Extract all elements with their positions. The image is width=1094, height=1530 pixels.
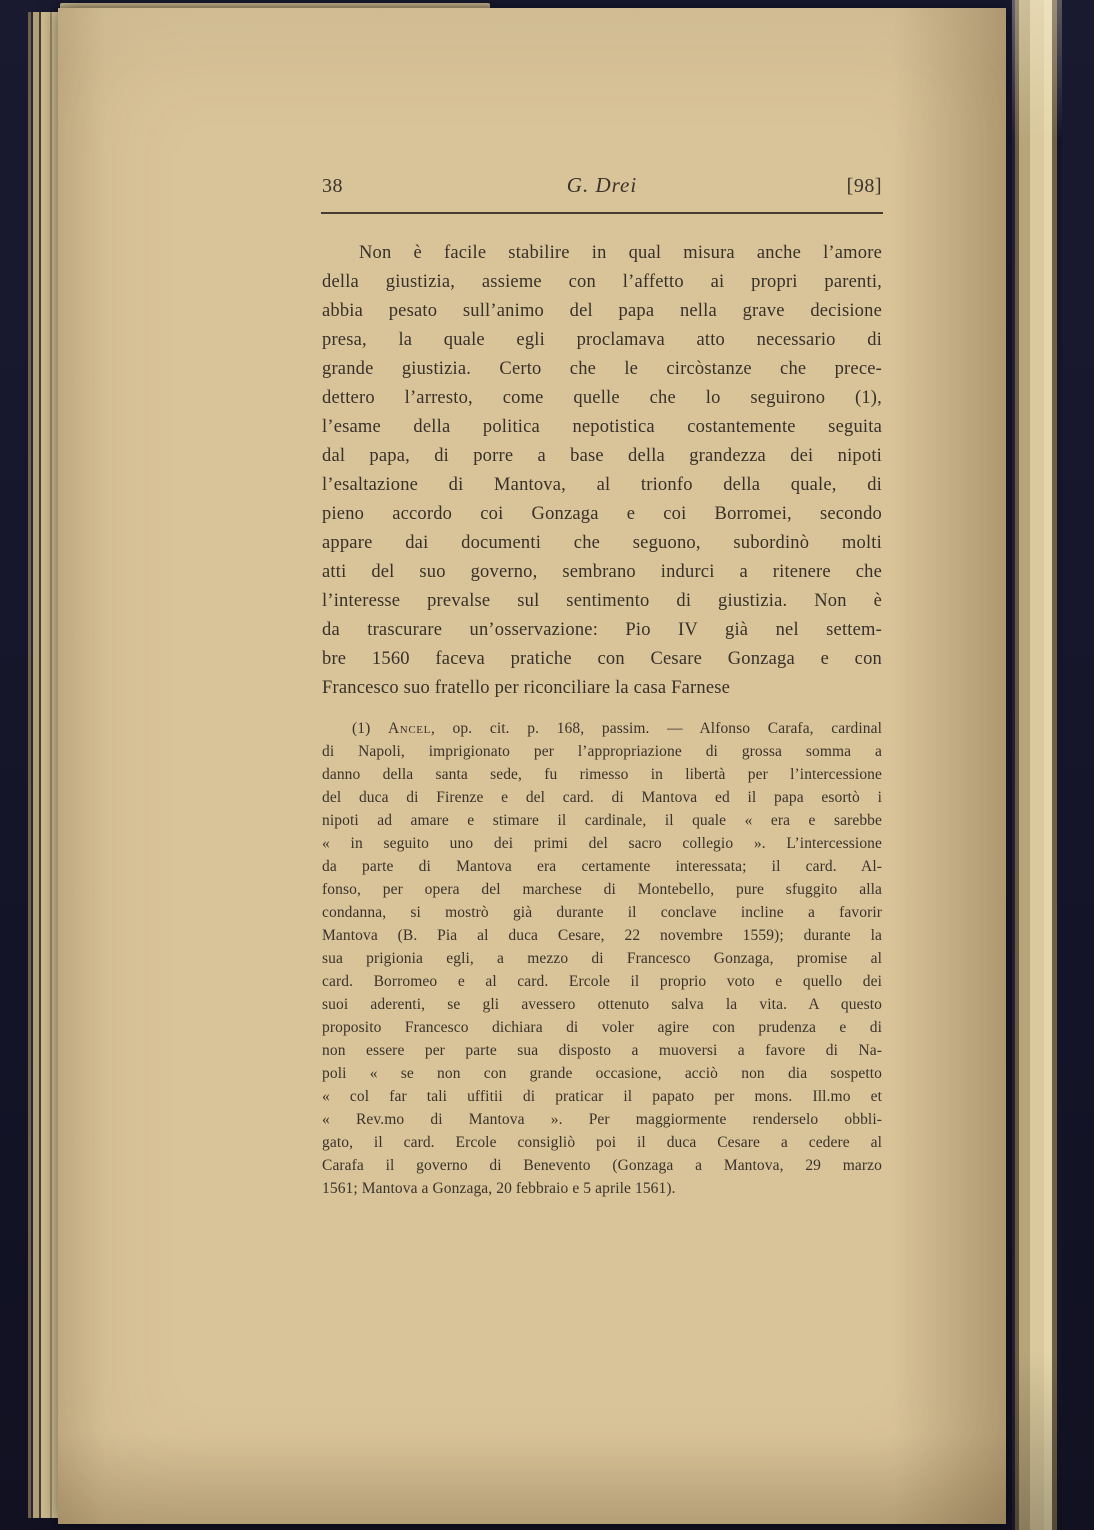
footnote-text-line: danno della santa sede, fu rimesso in libertà per l’intercessione [322, 766, 882, 783]
footnote-text-line: gato, il card. Ercole consigliò poi il duca Cesare a cedere al [322, 1134, 882, 1151]
footnote-author: Ancel [388, 720, 431, 737]
footnote-text-line: « in seguito uno dei primi del sacro collegio ». L’intercessione [322, 835, 882, 852]
book-page [58, 8, 1006, 1524]
body-text-line: da trascurare un’osservazione: Pio IV già nel settem- [322, 620, 882, 640]
running-title: G. Drei [566, 173, 638, 197]
footnote [322, 717, 882, 1200]
page-stack-left-edge [26, 12, 60, 1518]
footnote-text-line: da parte di Mantova era certamente interessata; il card. Al- [322, 858, 882, 875]
column-number: [98] [846, 175, 882, 197]
footnote-text-line: di Napoli, imprigionato per l’appropriazione di grossa somma a [322, 743, 882, 760]
body-text-line: abbia pesato sull’animo del papa nella grave decisione [322, 301, 882, 321]
footnote-text-line: sua prigionia egli, a mezzo di Francesco Gonzaga, promise al [322, 950, 882, 967]
footnote-text-line: poli « se non con grande occasione, acciò non dia sospetto [322, 1065, 882, 1082]
body-text-line: della giustizia, assieme con l’affetto ai propri parenti, [322, 272, 882, 292]
page-header [322, 173, 882, 198]
body-text-line: appare dai documenti che seguono, subordinò molti [322, 533, 882, 553]
facing-page-edge [1012, 0, 1062, 1530]
footnote-text-line: proposito Francesco dichiara di voler agire con prudenza e di [322, 1019, 882, 1036]
header-rule [321, 212, 883, 214]
footnote-text-line: non essere per parte sua disposto a muoversi a favore di Na- [322, 1042, 882, 1059]
footnote-first-line-rest: , op. cit. p. 168, passim. — Alfonso Carafa, cardinal [430, 720, 882, 737]
body-text-line: atti del suo governo, sembrano indurci a ritenere che [322, 562, 882, 582]
body-text-line: dal papa, di porre a base della grandezza dei nipoti [322, 446, 882, 466]
footnote-text-line: condanna, si mostrò già durante il conclave incline a favorir [322, 904, 882, 921]
body-text-line: grande giustizia. Certo che le circòstanze che prece- [322, 359, 882, 379]
footnote-text-line: 1561; Mantova a Gonzaga, 20 febbraio e 5 aprile 1561). [322, 1180, 676, 1197]
body-text-line: l’esaltazione di Mantova, al trionfo della quale, di [322, 475, 882, 495]
body-text-line: presa, la quale egli proclamava atto necessario di [322, 330, 882, 350]
page-number: 38 [322, 175, 343, 197]
footnote-text-line: nipoti ad amare e stimare il cardinale, il quale « era e sarebbe [322, 812, 882, 829]
footnote-text-line: del duca di Firenze e del card. di Mantova ed il papa esortò i [322, 789, 882, 806]
body-text-line: dettero l’arresto, come quelle che lo seguirono (1), [322, 388, 882, 408]
body-text-line: l’interesse prevalse sul sentimento di giustizia. Non è [322, 591, 882, 611]
footnote-text-line: suoi aderenti, se gli avessero ottenuto salva la vita. A questo [322, 996, 882, 1013]
footnote-text-line: fonso, per opera del marchese di Montebello, pure sfuggito alla [322, 881, 882, 898]
footnote-lines [322, 740, 882, 1200]
body-text-line: bre 1560 faceva pratiche con Cesare Gonzaga e con [322, 649, 882, 669]
footnote-text-line: « col far tali uffitii di praticar il papato per mons. Ill.mo et [322, 1088, 882, 1105]
body-text-line: Francesco suo fratello per riconciliare la casa Farnese [322, 678, 731, 698]
footnote-text-line: card. Borromeo e al card. Ercole il proprio voto e quello dei [322, 973, 882, 990]
body-text-line: l’esame della politica nepotistica costantemente seguita [322, 417, 882, 437]
footnote-marker: (1) [352, 720, 389, 737]
footnote-text-line: « Rev.mo di Mantova ». Per maggiormente renderselo obbli- [322, 1111, 882, 1128]
body-paragraph [322, 239, 882, 703]
footnote-text-line: Carafa il governo di Benevento (Gonzaga a Mantova, 29 marzo [322, 1157, 882, 1174]
body-text-line: pieno accordo coi Gonzaga e coi Borromei, secondo [322, 504, 882, 524]
footnote-first-line [322, 717, 882, 740]
footnote-text-line: Mantova (B. Pia al duca Cesare, 22 novembre 1559); durante la [322, 927, 882, 944]
body-text-line: Non è facile stabilire in qual misura anche l’amore [359, 243, 882, 263]
